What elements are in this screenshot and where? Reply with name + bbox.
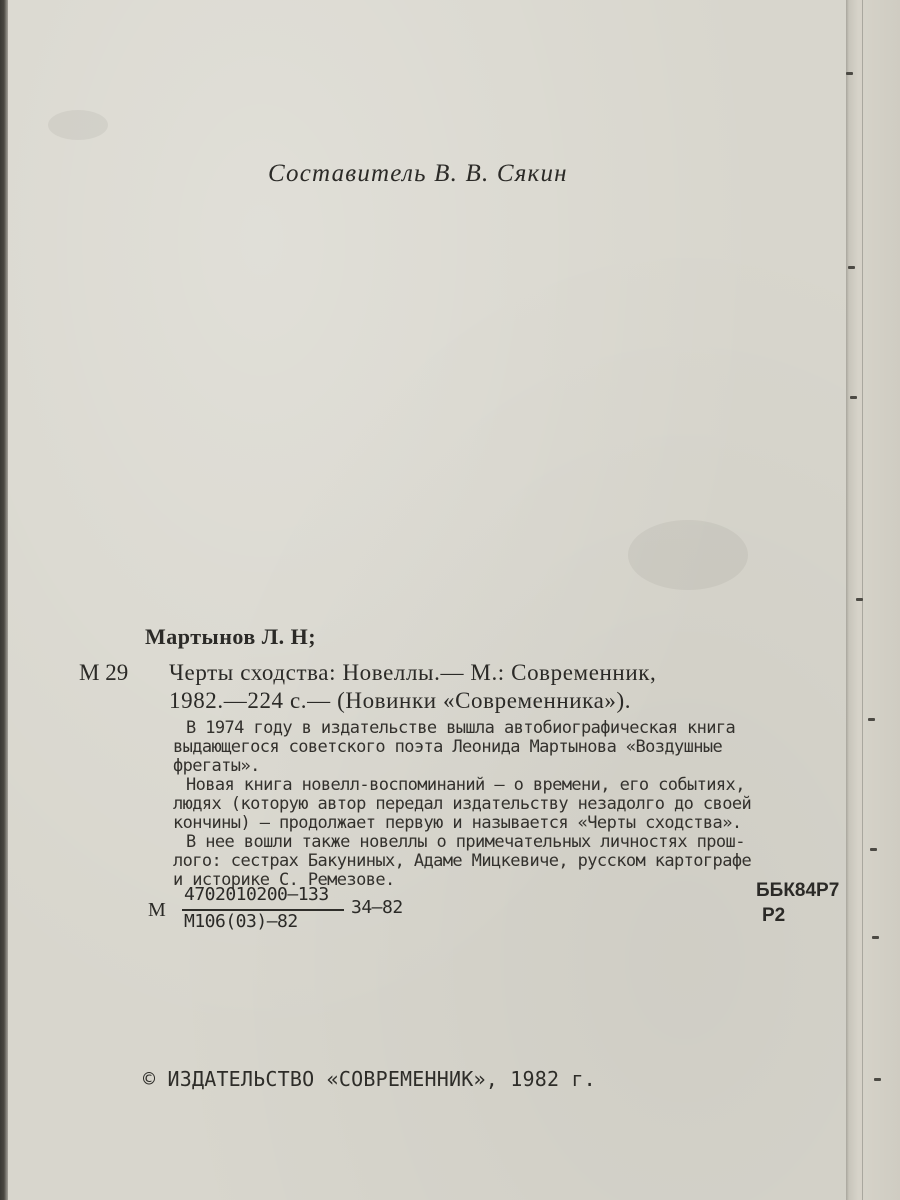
- index-numerator: 4702010200—133: [184, 884, 329, 905]
- abstract-line: лого: сестрах Бакуниных, Адаме Мицкевиче, русском картографе: [173, 851, 752, 871]
- binding-stitch: [872, 936, 879, 939]
- paper-stain: [48, 110, 108, 140]
- book-page: [8, 0, 854, 1200]
- abstract-line: и историке С. Ремезове.: [173, 870, 395, 890]
- binding-stitch: [848, 266, 855, 269]
- binding-stitch: [868, 718, 875, 721]
- catalog-author: Мартынов Л. Н;: [145, 624, 317, 649]
- binding-stitch: [870, 848, 877, 851]
- bbk-subcode: Р2: [762, 905, 786, 926]
- abstract-line: кончины) — продолжает первую и называется «Черты сходства».: [173, 813, 742, 833]
- bbk-code: ББК84Р7: [756, 880, 840, 901]
- abstract-line: выдающегося советского поэта Леонида Мартынова «Воздушные: [173, 737, 723, 757]
- abstract-line: Новая книга новелл-воспоминаний — о времени, его событиях,: [186, 775, 745, 795]
- abstract-line: людях (которую автор передал издательству незадолго до своей: [173, 794, 752, 814]
- abstract-line: фрегаты».: [173, 756, 260, 776]
- index-denominator: М106(03)—82: [184, 911, 298, 932]
- copyright-line: © ИЗДАТЕЛЬСТВО «СОВРЕМЕННИК», 1982 г.: [143, 1067, 596, 1091]
- compiler-credit: Составитель В. В. Сякин: [268, 160, 568, 187]
- catalog-code: М 29: [79, 660, 129, 685]
- binding-stitch: [850, 396, 857, 399]
- index-side-code: 34—82: [351, 897, 403, 918]
- index-letter: М: [148, 899, 166, 921]
- abstract-line: В 1974 году в издательстве вышла автобиографическая книга: [186, 718, 736, 738]
- paper-stain: [628, 520, 748, 590]
- catalog-title-line: Черты сходства: Новеллы.— М.: Современник,: [169, 660, 657, 685]
- binding-stitch: [874, 1078, 881, 1081]
- binding-edge: [846, 0, 900, 1200]
- catalog-imprint-line: 1982.—224 с.— (Новинки «Современника»).: [169, 688, 632, 713]
- binding-stitch: [856, 598, 863, 601]
- abstract-line: В нее вошли также новеллы о примечательных личностях прош-: [186, 832, 745, 852]
- binding-stitch: [846, 72, 853, 75]
